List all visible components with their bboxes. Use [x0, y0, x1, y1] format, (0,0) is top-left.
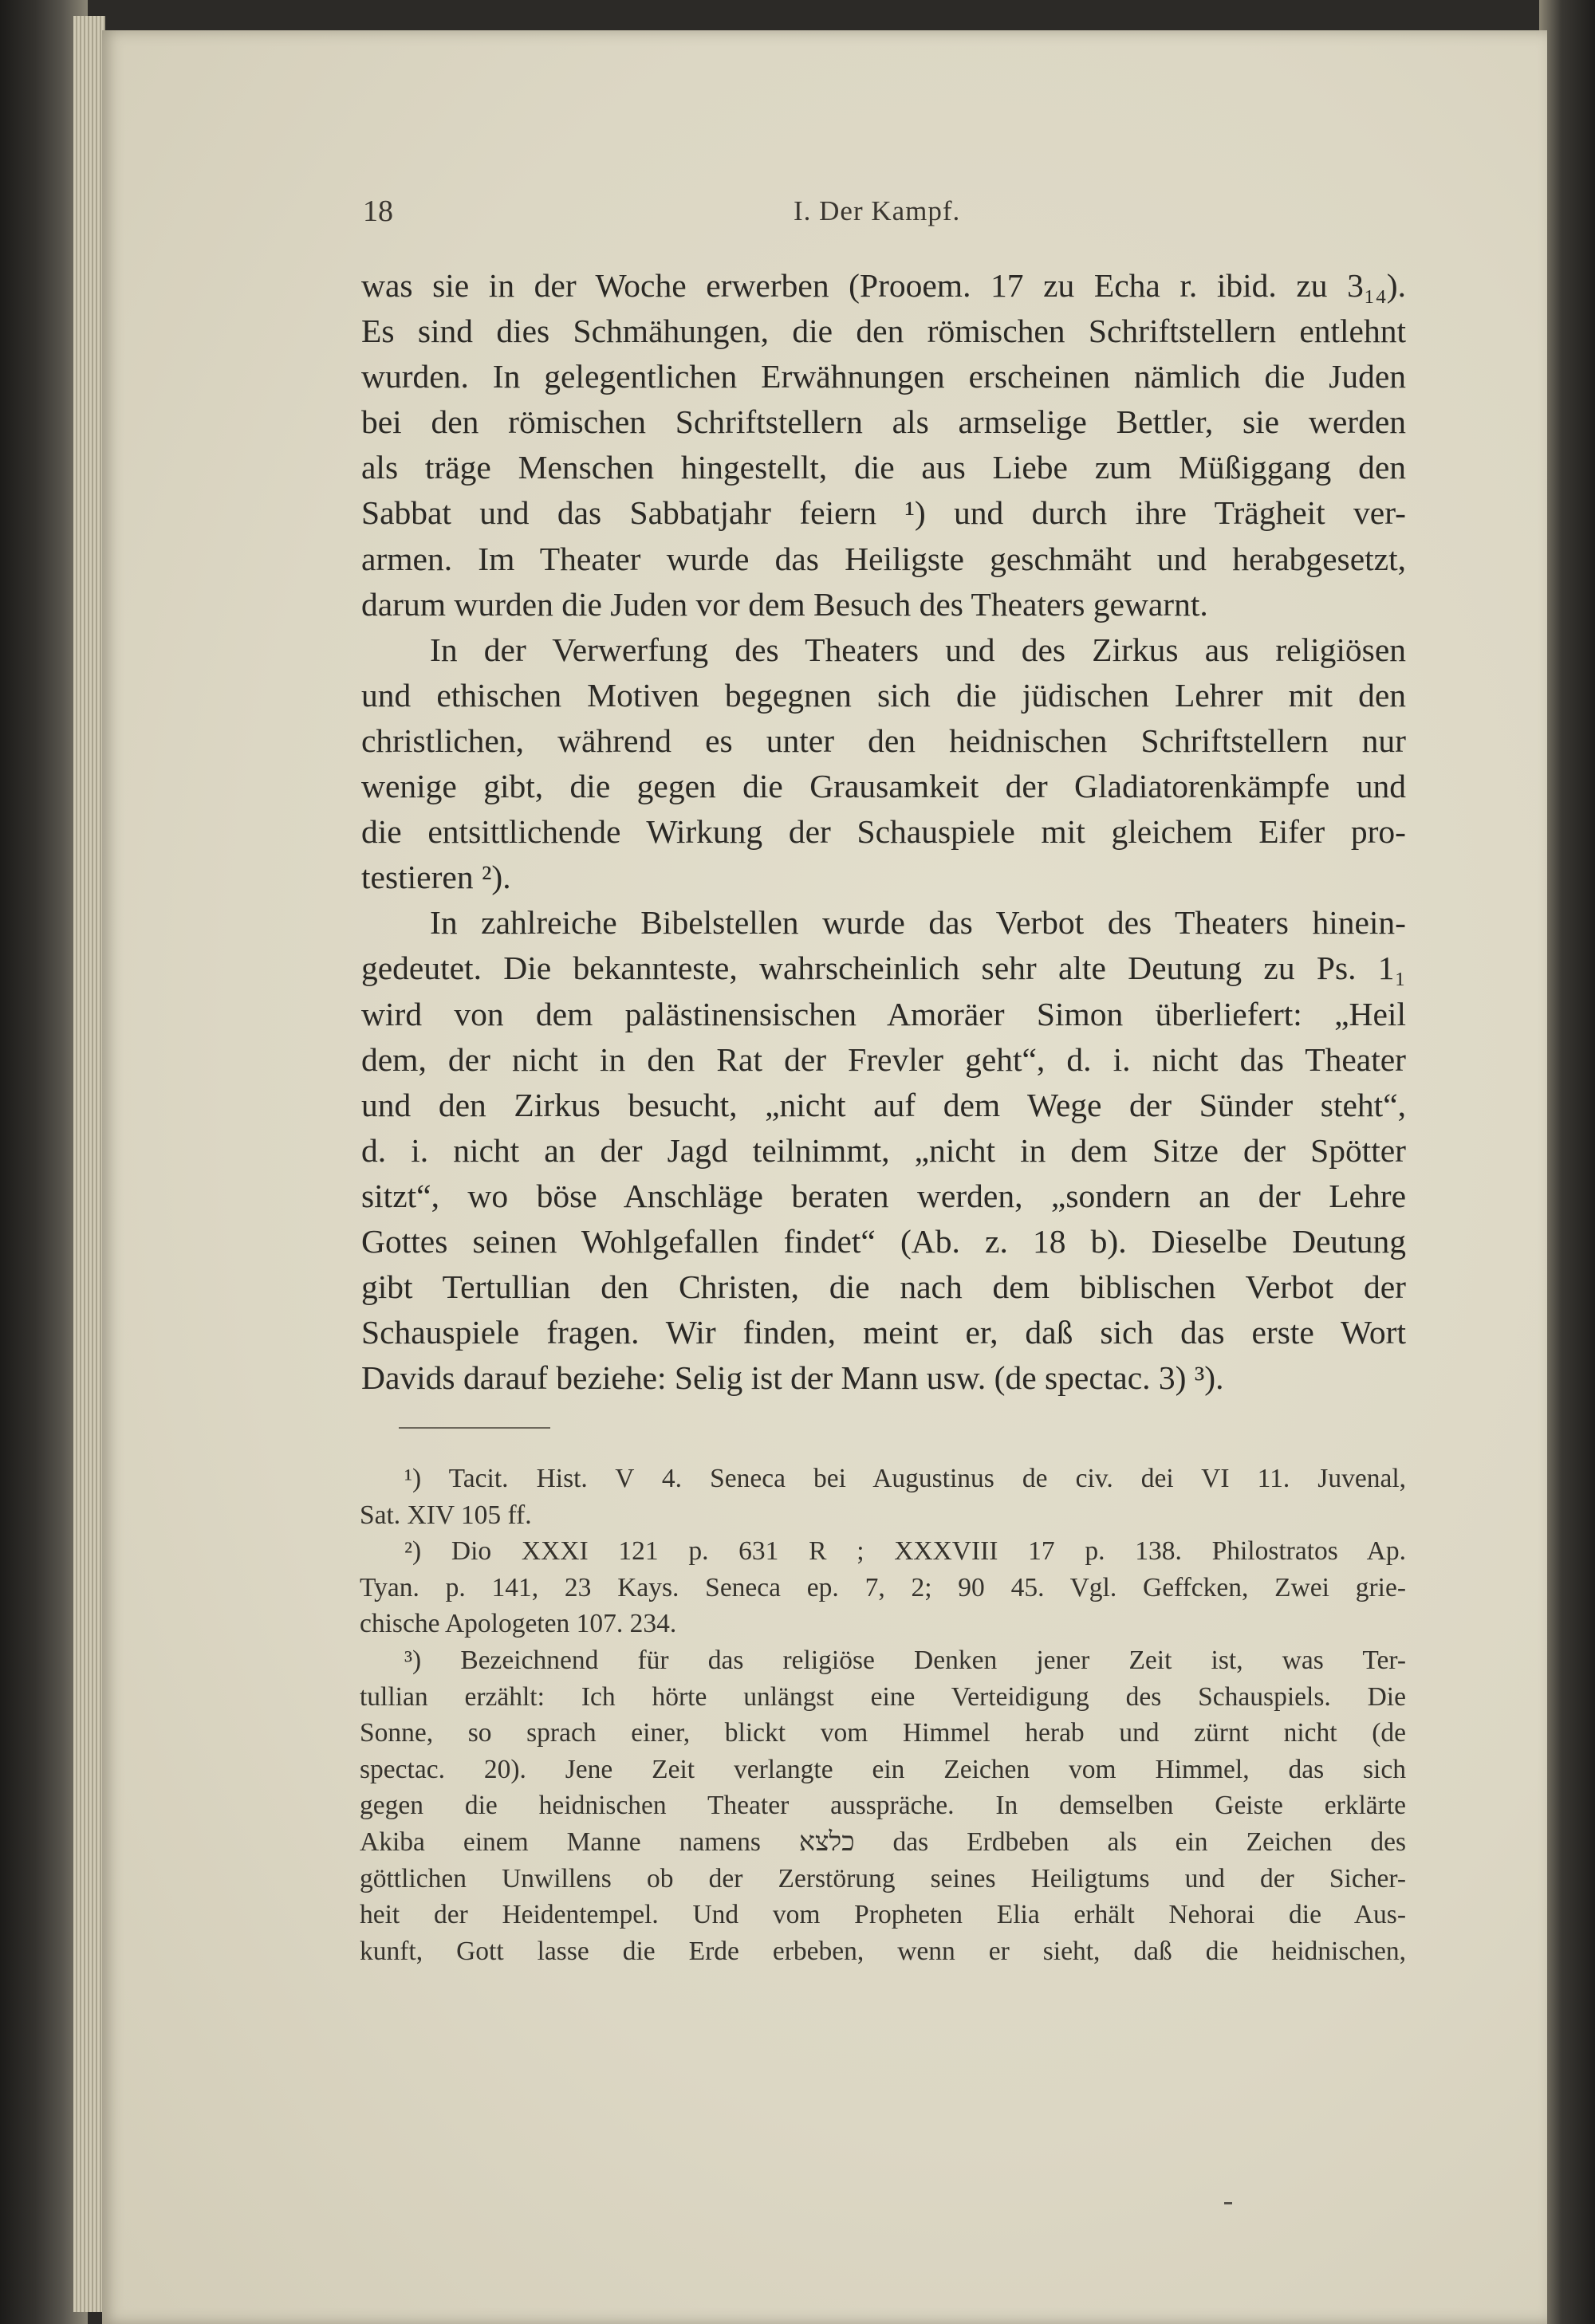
text-line: sitzt“, wo böse Anschläge beraten werden, „sondern an der Lehre: [361, 1177, 1406, 1214]
text-line: d. i. nicht an der Jagd teilnimmt, „nicht in dem Sitze der Spötter: [361, 1131, 1406, 1169]
footnote-line: chische Apologeten 107. 234.: [360, 1609, 677, 1639]
text-line: Gottes seinen Wohlgefallen findet“ (Ab. z. 18 b). Dieselbe Deutung: [361, 1222, 1406, 1260]
footnote-line: Sonne, so sprach einer, blickt vom Himmel herab und zürnt nicht (de: [360, 1718, 1406, 1748]
text-line: In der Verwerfung des Theaters und des Zirkus aus religiösen: [430, 631, 1406, 668]
footnote-line: ²) Dio XXXI 121 p. 631 R ; XXXVIII 17 p. 138. Philostratos Ap.: [404, 1536, 1406, 1567]
footnote-line: Sat. XIV 105 ff.: [360, 1500, 532, 1530]
footnote-line: Akiba einem Manne namens כלצא das Erdbeben als ein Zeichen des: [360, 1827, 1406, 1857]
book-binding-right: [1539, 0, 1595, 2324]
text-line: gibt Tertullian den Christen, die nach dem biblischen Verbot der: [361, 1268, 1406, 1306]
text-line: darum wurden die Juden vor dem Besuch des Theaters gewarnt.: [361, 585, 1208, 623]
text-line: die entsittlichende Wirkung der Schauspiele mit gleichem Eifer pro-: [361, 813, 1406, 851]
text-line: Es sind dies Schmähungen, die den römischen Schriftstellern entlehnt: [361, 313, 1406, 350]
text-line: Schauspiele fragen. Wir finden, meint er, daß sich das erste Wort: [361, 1314, 1406, 1351]
footnote-line: ¹) Tacit. Hist. V 4. Seneca bei Augustinus de civ. dei VI 11. Juvenal,: [404, 1464, 1406, 1493]
text-line: wird von dem palästinensischen Amoräer Simon überliefert: „Heil: [361, 995, 1406, 1032]
running-head: I. Der Kampf.: [794, 195, 961, 226]
footnote-line: heit der Heidentempel. Und vom Propheten Elia erhält Nehorai die Aus-: [360, 1900, 1406, 1930]
footnotes: [360, 1461, 1406, 1969]
text-line: Davids darauf beziehe: Selig ist der Mann usw. (de spectac. 3) ³).: [361, 1359, 1224, 1397]
main-text: [361, 263, 1406, 1401]
text-line: als träge Menschen hingestellt, die aus Liebe zum Müßiggang den: [361, 449, 1406, 486]
text-line: gedeutet. Die bekannteste, wahrscheinlich sehr alte Deutung zu Ps. 1₁: [361, 950, 1406, 987]
text-line: christlichen, während es unter den heidnischen Schriftstellern nur: [361, 722, 1406, 759]
text-line: wurden. In gelegentlichen Erwähnungen erscheinen nämlich die Juden: [361, 358, 1406, 395]
footnote-line: kunft, Gott lasse die Erde erbeben, wenn er sieht, daß die heidnischen,: [360, 1936, 1406, 1966]
text-line: und den Zirkus besucht, „nicht auf dem Wege der Sünder steht“,: [361, 1086, 1406, 1123]
text-line: bei den römischen Schriftstellern als armselige Bettler, sie werden: [361, 403, 1406, 441]
footnote-line: gegen die heidnischen Theater ausspräche. In demselben Geiste erklärte: [360, 1791, 1406, 1821]
page-header: [363, 194, 1416, 234]
text-line: wenige gibt, die gegen die Grausamkeit der Gladiatorenkämpfe und: [361, 768, 1406, 805]
footnote-line: ³) Bezeichnend für das religiöse Denken jener Zeit ist, was Ter-: [404, 1645, 1406, 1675]
text-line: Sabbat und das Sabbatjahr feiern ¹) und durch ihre Trägheit ver-: [361, 494, 1406, 532]
text-line: und ethischen Motiven begegnen sich die jüdischen Lehrer mit den: [361, 676, 1406, 714]
text-line: dem, der nicht in den Rat der Frevler geht“, d. i. nicht das Theater: [361, 1040, 1406, 1078]
text-line: armen. Im Theater wurde das Heiligste geschmäht und herabgesetzt,: [361, 540, 1406, 577]
text-line: was sie in der Woche erwerben (Prooem. 17 zu Echa r. ibid. zu 3₁₄).: [361, 267, 1406, 304]
page-number: 18: [363, 195, 393, 228]
footnote-separator: [399, 1427, 550, 1429]
footnote-line: spectac. 20). Jene Zeit verlangte ein Zeichen vom Himmel, das sich: [360, 1754, 1406, 1784]
footnote-line: Tyan. p. 141, 23 Kays. Seneca ep. 7, 2; 90 45. Vgl. Geffcken, Zwei grie-: [360, 1572, 1406, 1602]
footnote-line: tullian erzählt: Ich hörte unlängst eine Verteidigung des Schauspiels. Die: [360, 1681, 1406, 1712]
footnote-line: göttlichen Unwillens ob der Zerstörung seines Heiligtums und der Sicher-: [360, 1863, 1406, 1893]
text-line: testieren ²).: [361, 859, 511, 896]
print-mark: [1224, 2202, 1232, 2204]
text-line: In zahlreiche Bibelstellen wurde das Verbot des Theaters hinein-: [430, 904, 1406, 942]
page-stack-edge: [73, 16, 105, 2312]
